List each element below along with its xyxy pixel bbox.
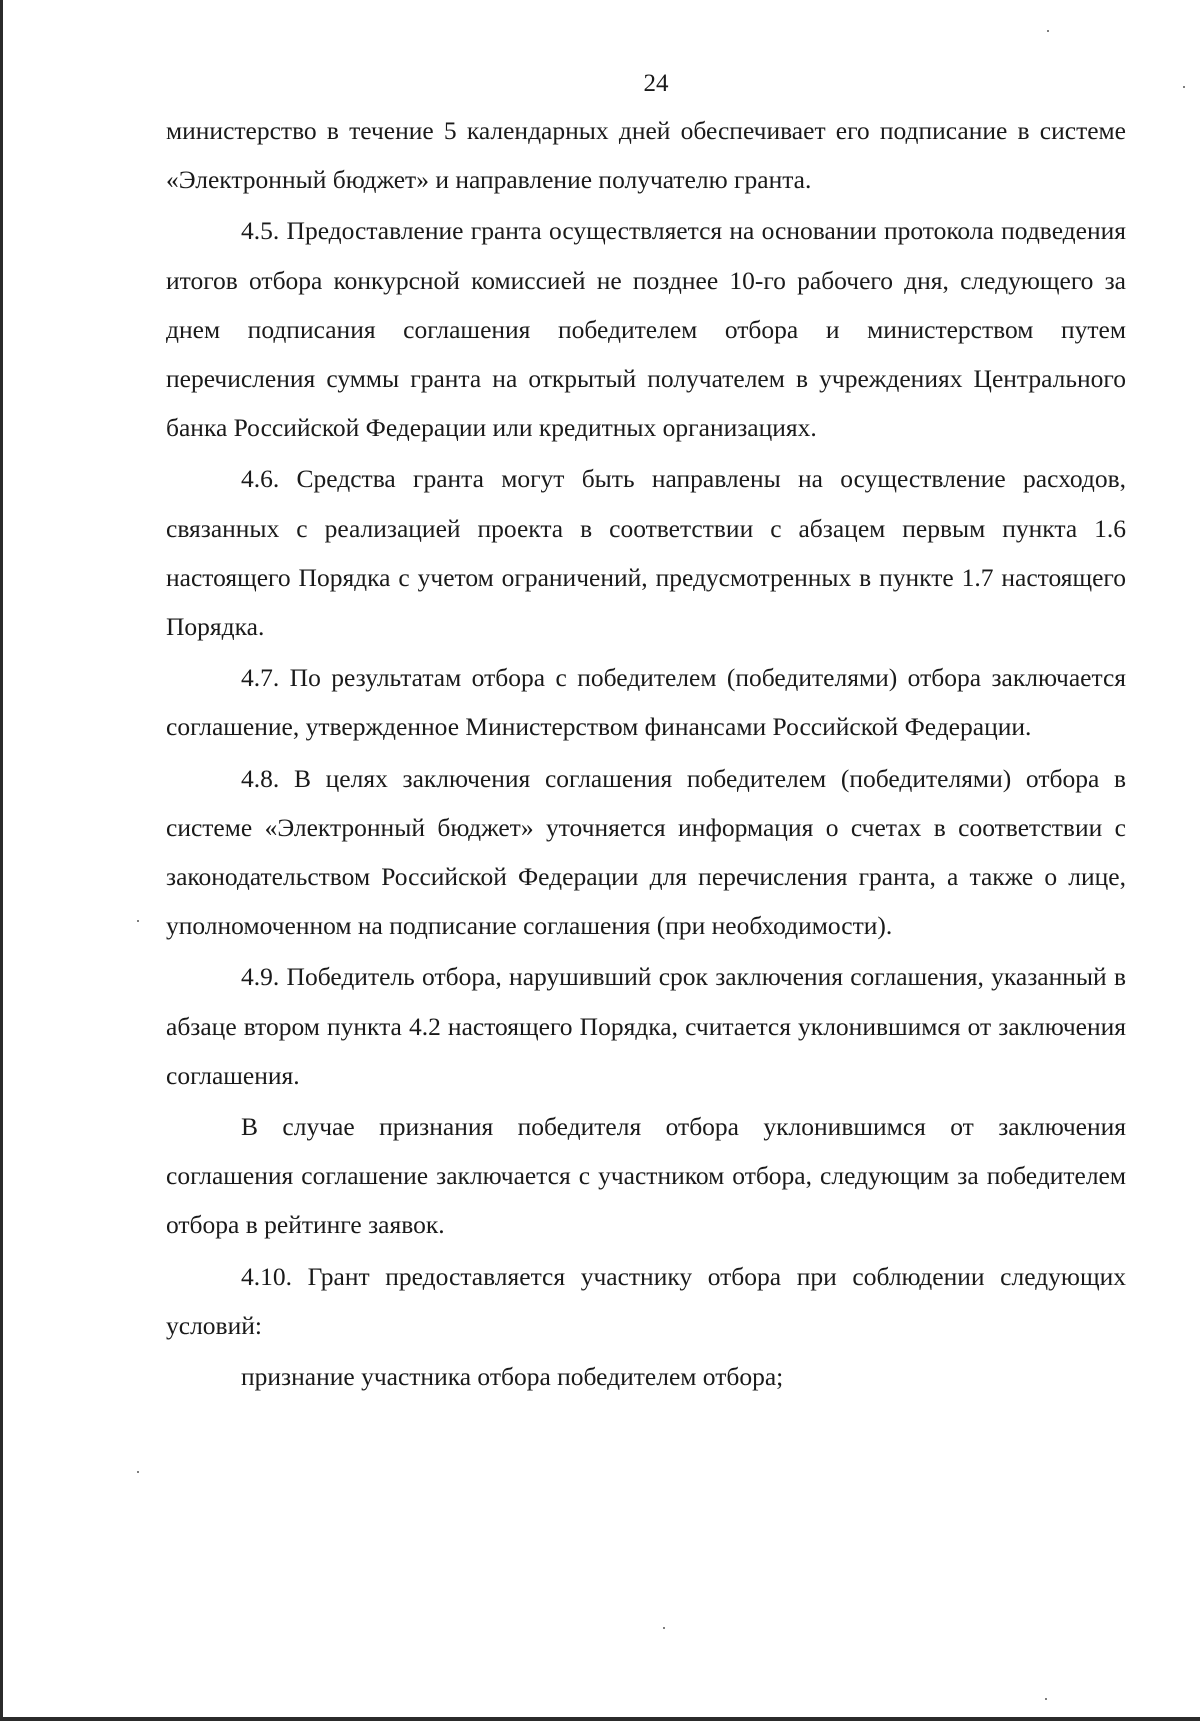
paragraph-4-8: 4.8. В целях заключения соглашения победителем (победителями) отбора в системе «Электронный бюджет» уточняется информация о счетах в соответствии с законодательством Российской Федерации для перечисления гранта, а также о лице, уполномоченном на подписание соглашения (при необходимости). bbox=[166, 763, 1126, 941]
scan-speck bbox=[1045, 1698, 1047, 1700]
scan-speck bbox=[137, 1471, 139, 1473]
paragraph-4-9: 4.9. Победитель отбора, нарушивший срок заключения соглашения, указанный в абзаце втором пункта 4.2 настоящего Порядка, считается уклонившимся от заключения соглашения. bbox=[166, 962, 1126, 1090]
paragraph-4-7: 4.7. По результатам отбора с победителем (победителями) отбора заключается соглашение, утвержденное Министерством финансами Российской Федерации. bbox=[166, 663, 1126, 742]
scan-edge-bottom bbox=[0, 1717, 1200, 1721]
paragraph-continuation: министерство в течение 5 календарных дней обеспечивает его подписание в системе «Электронный бюджет» и направление получателю гранта. bbox=[166, 116, 1126, 195]
scan-speck bbox=[1183, 86, 1185, 88]
document-page bbox=[166, 64, 1126, 1401]
scan-speck bbox=[137, 920, 139, 922]
paragraph-evasion-case: В случае признания победителя отбора уклонившимся от заключения соглашения соглашение заключается с участником отбора, следующим за победителем отбора в рейтинге заявок. bbox=[166, 1112, 1126, 1240]
scan-edge-left bbox=[0, 0, 3, 1721]
paragraph-4-6: 4.6. Средства гранта могут быть направлены на осуществление расходов, связанных с реализацией проекта в соответствии с абзацем первым пункта 1.6 настоящего Порядка с учетом ограничений, предусмотренных в пункте 1.7 настоящего Порядка. bbox=[166, 464, 1126, 642]
scan-speck bbox=[663, 1627, 665, 1629]
paragraph-4-10: 4.10. Грант предоставляется участнику отбора при соблюдении следующих условий: bbox=[166, 1261, 1126, 1340]
scan-speck bbox=[1047, 30, 1049, 32]
paragraph-4-5: 4.5. Предоставление гранта осуществляется на основании протокола подведения итогов отбора конкурсной комиссией не позднее 10-го рабочего дня, следующего за днем подписания соглашения победителем отбора и министерством путем перечисления суммы гранта на открытый получателем в учреждениях Центрального банка Российской Федерации или кредитных организациях. bbox=[166, 216, 1126, 443]
paragraph-condition-1: признание участника отбора победителем отбора; bbox=[241, 1362, 784, 1392]
page-number: 24 bbox=[643, 70, 669, 97]
